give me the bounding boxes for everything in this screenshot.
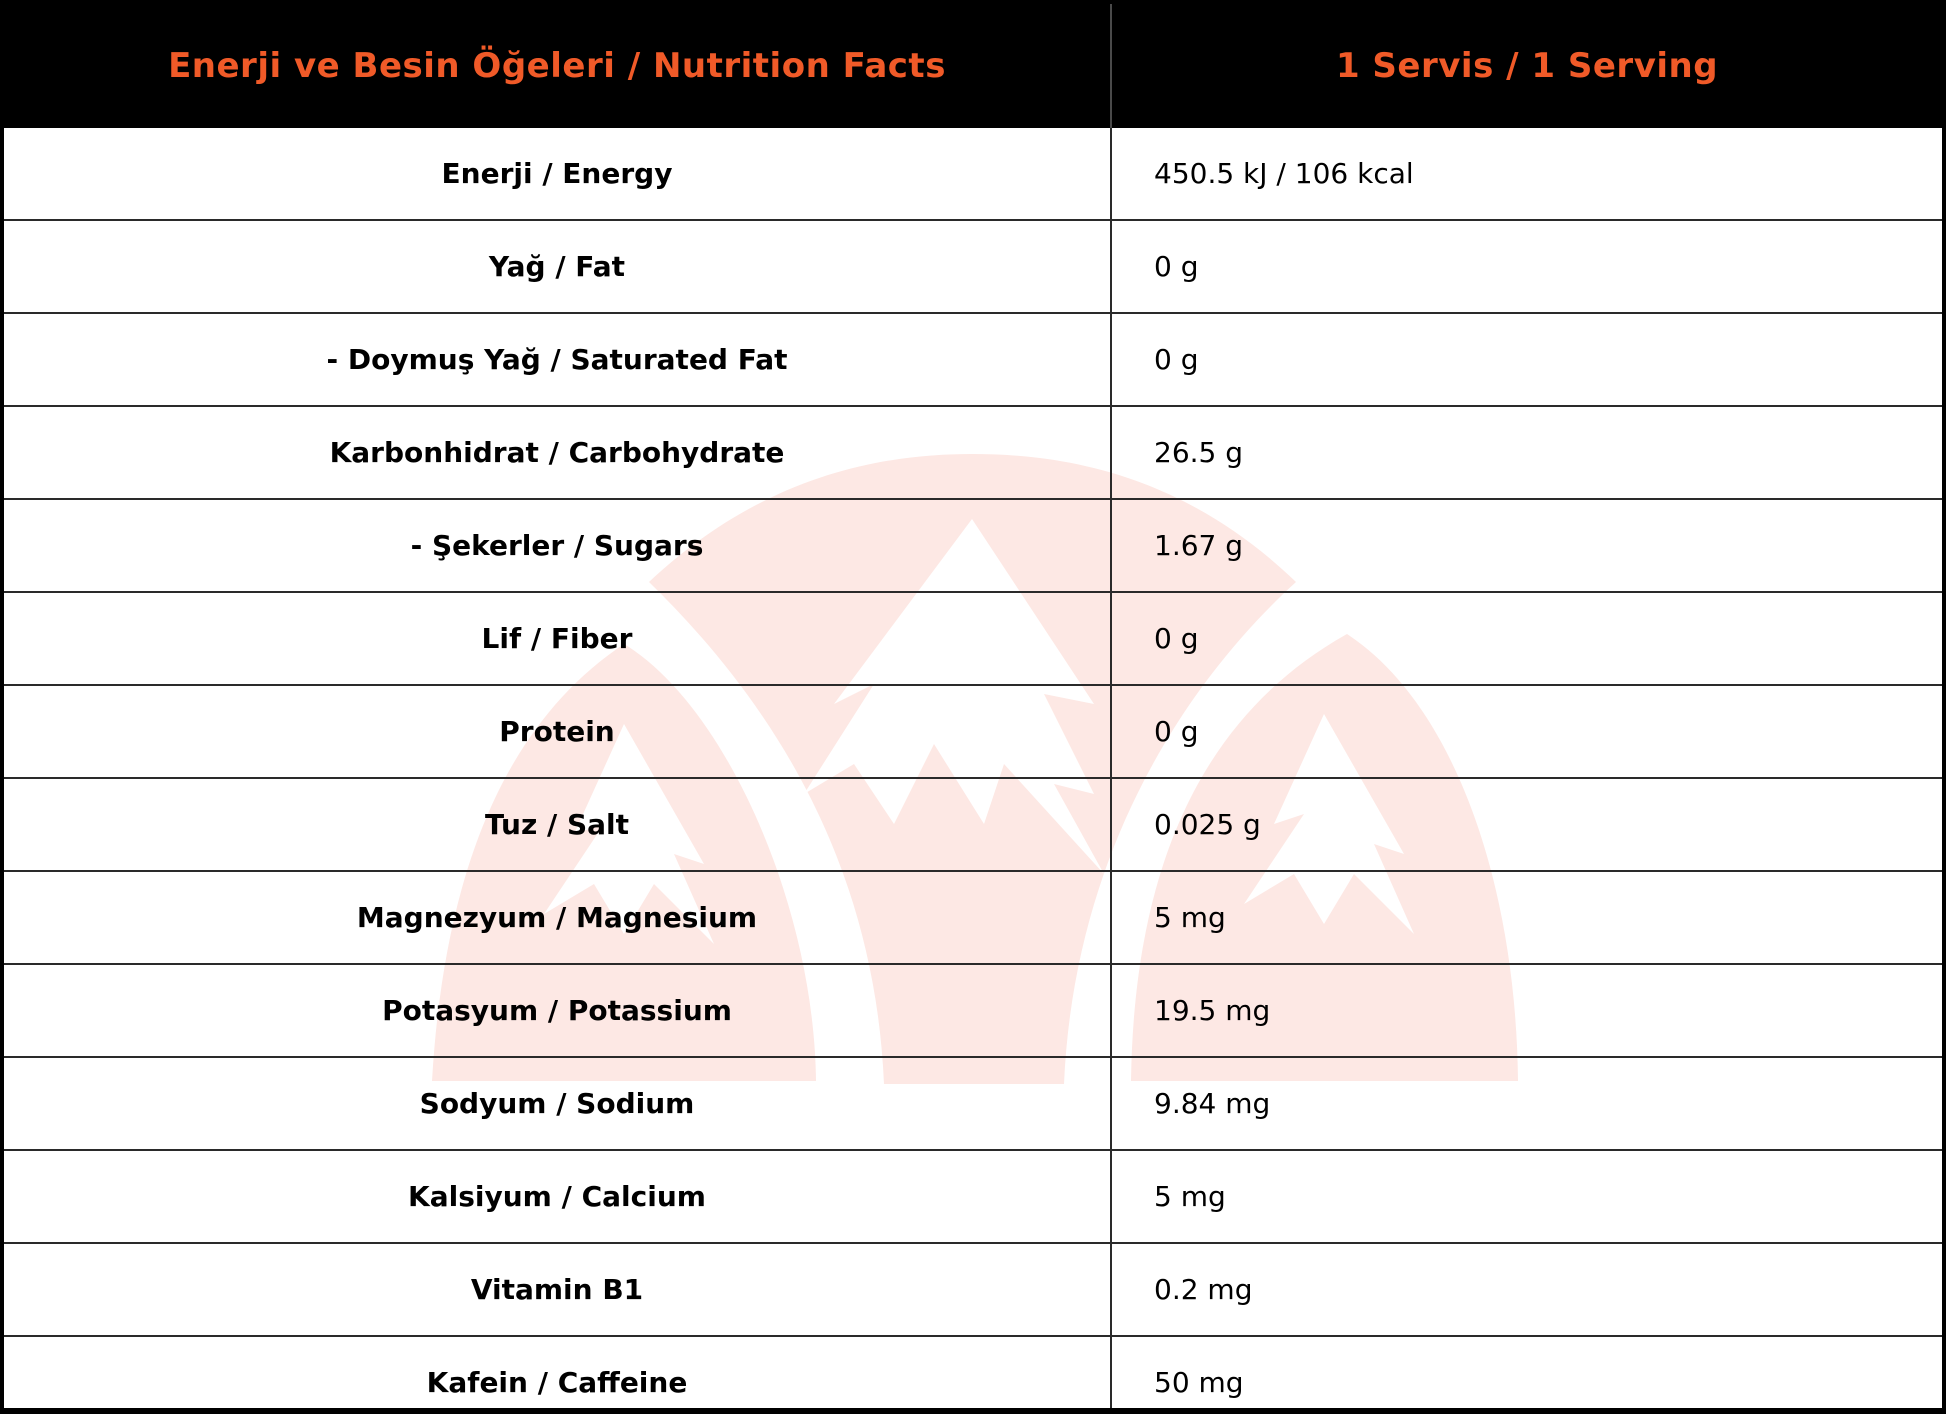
table-row	[4, 1243, 1942, 1336]
row-value: 50 mg	[1154, 1366, 1244, 1399]
nutrition-table	[4, 4, 1942, 1408]
header-nutrients: Enerji ve Besin Öğeleri / Nutrition Facts	[4, 4, 1111, 128]
table-row	[4, 128, 1942, 220]
row-value: 19.5 mg	[1111, 964, 1942, 1057]
row-label: Sodyum / Sodium	[4, 1057, 1111, 1150]
table-row	[4, 871, 1942, 964]
row-label: Protein	[4, 685, 1111, 778]
table-row	[4, 499, 1942, 592]
row-label: - Şekerler / Sugars	[4, 499, 1111, 592]
row-value: 0 g	[1111, 220, 1942, 313]
table-row	[4, 592, 1942, 685]
row-value: 5 mg	[1111, 871, 1942, 964]
table-row	[4, 1057, 1942, 1150]
row-label: Vitamin B1	[4, 1243, 1111, 1336]
nutrition-facts-sheet	[4, 4, 1942, 1408]
row-label: Potasyum / Potassium	[4, 964, 1111, 1057]
table-row	[4, 1150, 1942, 1243]
table-row	[4, 685, 1942, 778]
table-row	[4, 406, 1942, 499]
row-label: Tuz / Salt	[4, 778, 1111, 871]
row-value: 0 g	[1111, 685, 1942, 778]
row-label: Magnezyum / Magnesium	[4, 871, 1111, 964]
table-row	[4, 313, 1942, 406]
row-label: Kalsiyum / Calcium	[4, 1150, 1111, 1243]
row-value: 9.84 mg	[1111, 1057, 1942, 1150]
row-value: 0 g	[1111, 313, 1942, 406]
table-header-row	[4, 4, 1942, 128]
row-value: 26.5 g	[1111, 406, 1942, 499]
row-value: 0.2 mg	[1111, 1243, 1942, 1336]
row-value: 450.5 kJ / 106 kcal	[1111, 128, 1942, 220]
table-row	[4, 964, 1942, 1057]
row-label: Yağ / Fat	[4, 220, 1111, 313]
row-label: Enerji / Energy	[4, 128, 1111, 220]
row-label: Karbonhidrat / Carbohydrate	[4, 406, 1111, 499]
row-label: - Doymuş Yağ / Saturated Fat	[4, 313, 1111, 406]
row-value: 0.025 g	[1111, 778, 1942, 871]
row-value: 1.67 g	[1111, 499, 1942, 592]
header-per-serving: 1 Servis / 1 Serving	[1111, 4, 1942, 128]
row-value: 0 g	[1111, 592, 1942, 685]
row-label: Lif / Fiber	[4, 592, 1111, 685]
table-row	[4, 1336, 1942, 1408]
table-row	[4, 220, 1942, 313]
table-row	[4, 778, 1942, 871]
row-label: Kafein / Caffeine	[4, 1336, 1111, 1408]
row-value: 5 mg	[1111, 1150, 1942, 1243]
